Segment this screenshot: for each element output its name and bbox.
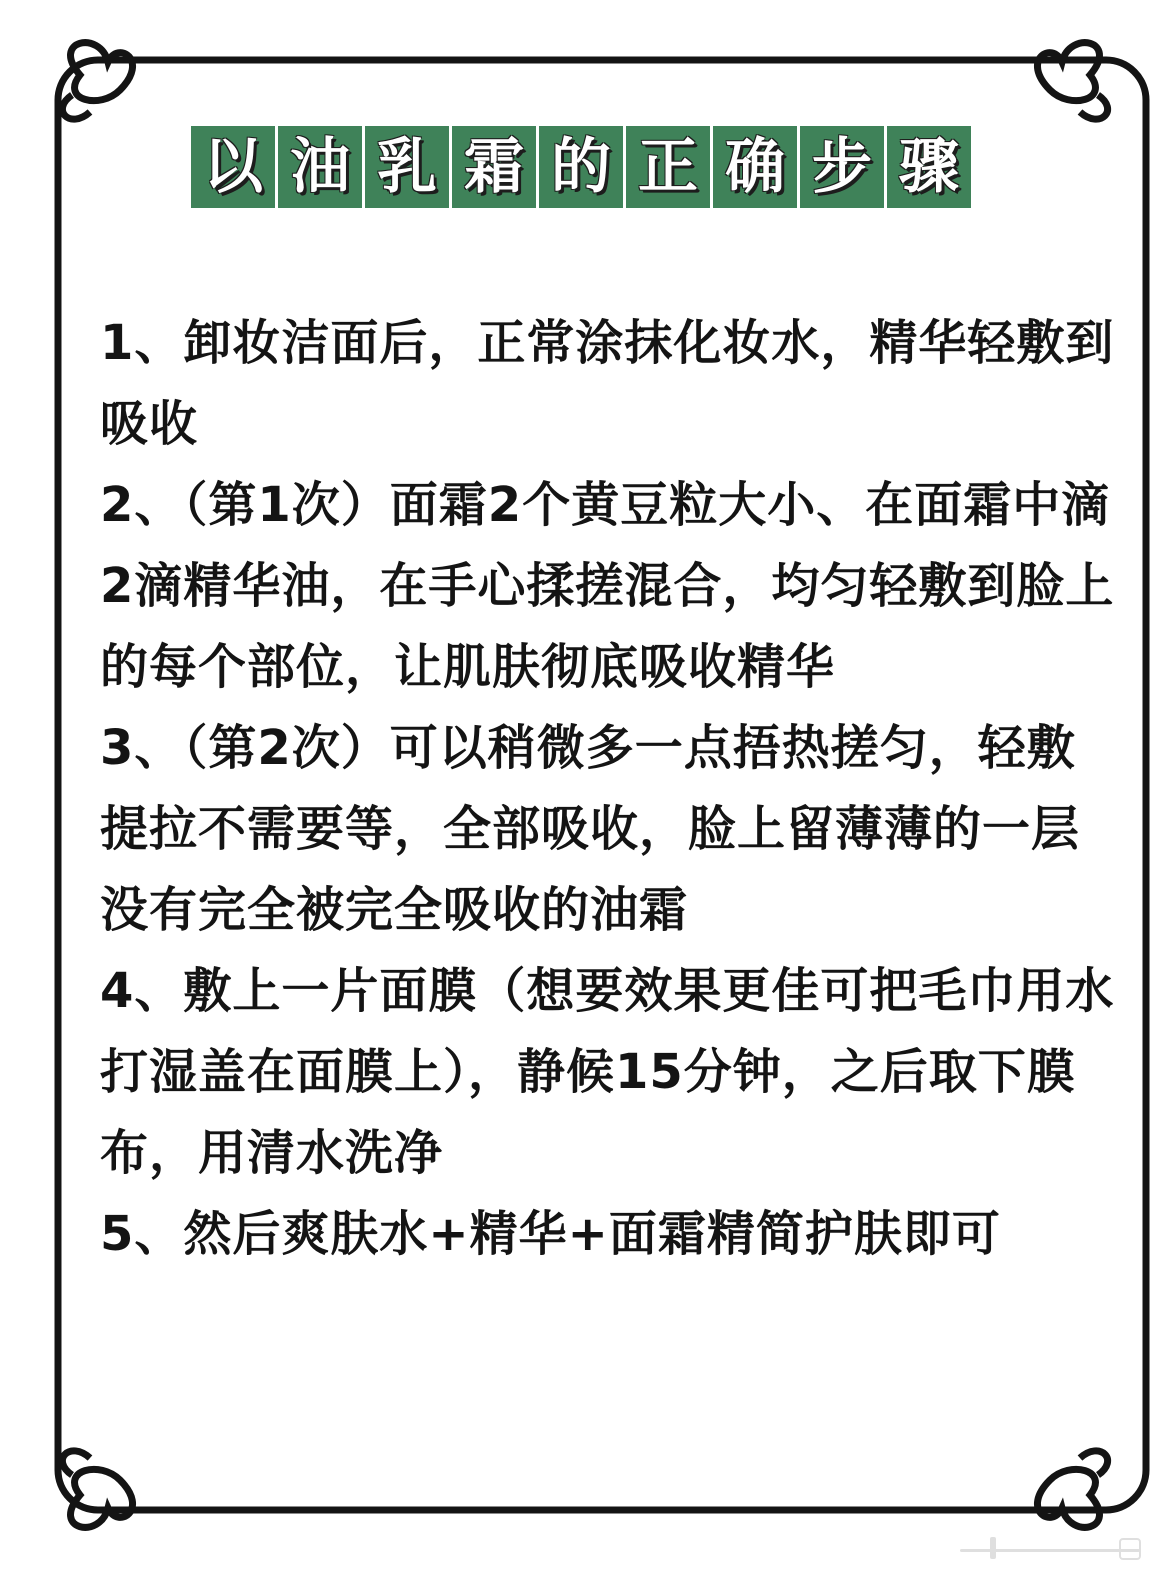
title-char: 油: [278, 126, 362, 208]
steps-list: [100, 303, 1120, 1275]
title-char: 的: [539, 126, 623, 208]
corner-ornament-top-right: [1037, 43, 1107, 119]
corner-ornament-bottom-right: [1037, 1451, 1107, 1527]
step-4: 4、敷上一片面膜（想要效果更佳可把毛巾用水打湿盖在面膜上），静候15分钟，之后取下膜布，用清水洗净: [100, 963, 1115, 1181]
corner-ornament-bottom-left: [62, 1451, 132, 1527]
corner-ornament-top-left: [62, 43, 132, 119]
step-3: 3、（第2次）可以稍微多一点捂热搓匀，轻敷提拉不需要等，全部吸收，脸上留薄薄的一层没有完全被完全吸收的油霜: [100, 720, 1081, 938]
title-char: 乳: [365, 126, 449, 208]
title-char: 步: [800, 126, 884, 208]
watermark-logo: [950, 1527, 1150, 1567]
title-char: 确: [713, 126, 797, 208]
title-char: 以: [191, 126, 275, 208]
page-title: [191, 126, 971, 208]
title-char: 霜: [452, 126, 536, 208]
step-5: 5、然后爽肤水+精华+面霜精简护肤即可: [100, 1206, 1001, 1262]
step-2: 2、（第1次）面霜2个黄豆粒大小、在面霜中滴2滴精华油，在手心揉搓混合，均匀轻敷到脸上的每个部位，让肌肤彻底吸收精华: [100, 477, 1115, 695]
title-char: 正: [626, 126, 710, 208]
title-char: 骤: [887, 126, 971, 208]
step-1: 1、卸妆洁面后，正常涂抹化妆水，精华轻敷到吸收: [100, 315, 1115, 452]
